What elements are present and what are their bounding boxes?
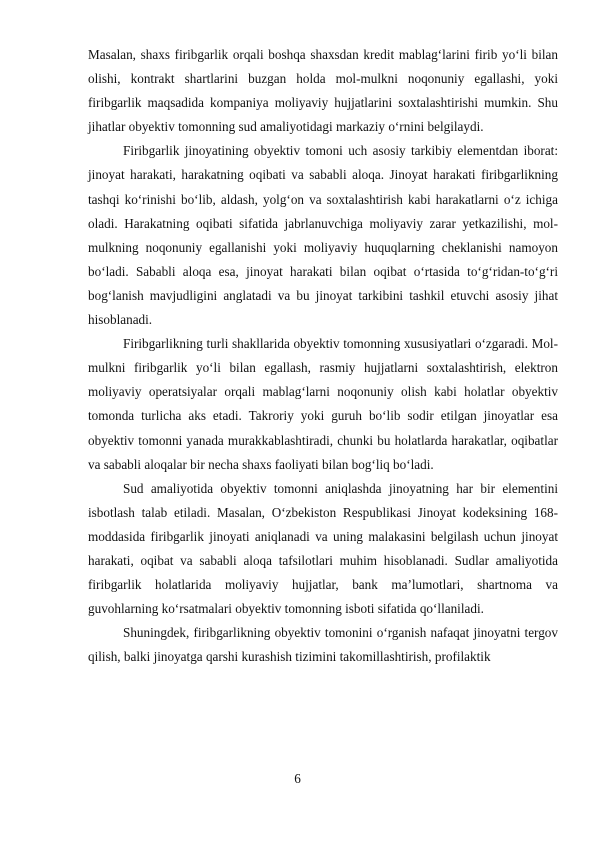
paragraph-3: Firibgarlikning turli shakllarida obyektiv tomonning xususiyatlari o‘zgaradi. Mol-mulkni firibgarlik yo‘li bilan egallash, rasmiy hujjatlarni soxtalashtirish, elektron moliyaviy operatsiyalar orqali mablag‘larni noqonuniy olish kabi holatlar obyektiv tomonda turlicha aks etadi. Takroriy yoki guruh bo‘lib sodir etilgan jinoyatlar esa obyektiv tomonni yanada murakkablashtiradi, chunki bu holatlarda harakatlar, oqibatlar va sababli aloqalar bir necha shaxs faoliyati bilan bog‘liq bo‘ladi.: [88, 336, 558, 472]
document-page: [88, 43, 558, 669]
page-number: 6: [294, 771, 301, 786]
paragraph-1: Masalan, shaxs firibgarlik orqali boshqa shaxsdan kredit mablag‘larini firib yo‘li bilan olishi, kontrakt shartlarini buzgan holda mol-mulkni noqonuniy egallashi, yoki firibgarlik maqsadida kompaniya moliyaviy hujjatlarini soxtalashtirishi mumkin. Shu jihatlar obyektiv tomonning sud amaliyotidagi markaziy o‘rnini belgilaydi.: [88, 47, 558, 135]
paragraph-4: Sud amaliyotida obyektiv tomonni aniqlashda jinoyatning har bir elementini isbotlash talab etiladi. Masalan, O‘zbekiston Respublikasi Jinoyat kodeksining 168-moddasida firibgarlik jinoyati aniqlanadi va uning malakasini belgilash uchun jinoyat harakati, oqibat va sababli aloqa tafsilotlari muhim hisoblanadi. Sudlar amaliyotida firibgarlik holatlarida moliyaviy hujjatlar, bank ma’lumotlari, shartnoma va guvohlarning ko‘rsatmalari obyektiv tomonning isboti sifatida qo‘llaniladi.: [88, 480, 558, 617]
paragraph-5: Shuningdek, firibgarlikning obyektiv tomonini o‘rganish nafaqat jinoyatni tergov qilish, balki jinoyatga qarshi kurashish tizimini takomillashtirish, profilaktik: [88, 625, 558, 665]
paragraph-2: Firibgarlik jinoyatining obyektiv tomoni uch asosiy tarkibiy elementdan iborat: jinoyat harakati, harakatning oqibati va sababli aloqa. Jinoyat harakati firibgarlikning tashqi ko‘rinishi bo‘lib, aldash, yolg‘on va soxtalashtirish kabi harakatlarni o‘z ichiga oladi. Harakatning oqibati sifatida jabrlanuvchiga moliyaviy zarar yetkazilishi, mol-mulkning noqonuniy egallanishi yoki moliyaviy huquqlarning cheklanishi namoyon bo‘ladi. Sababli aloqa esa, jinoyat harakati bilan oqibat o‘rtasida to‘g‘ridan-to‘g‘ri bog‘lanish mavjudligini anglatadi va bu jinoyat tarkibini tashkil etuvchi asosiy jihat hisoblanadi.: [88, 143, 558, 328]
